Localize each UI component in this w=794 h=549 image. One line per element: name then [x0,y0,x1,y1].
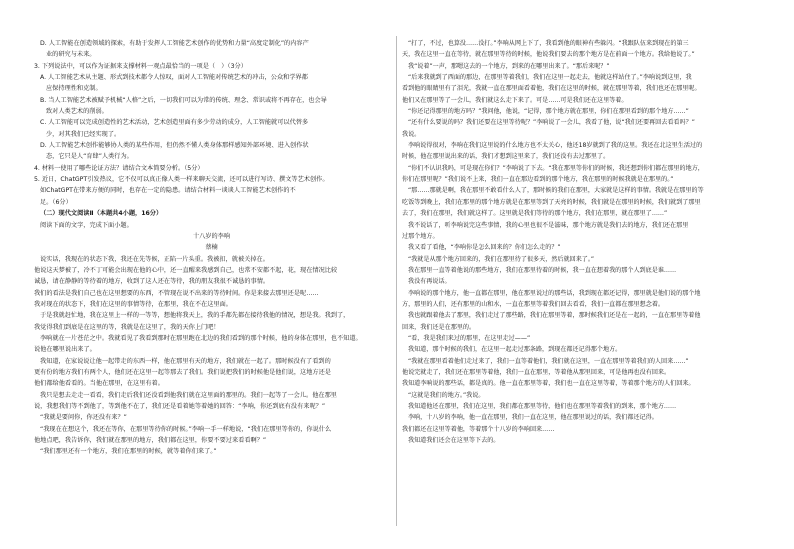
right-column-line: “你们不认识我吗，可是现在你们？”李响说了下去。“我在那里等你们的时候，我还想到你们都在那里的地方， [408,164,704,172]
right-column-line: 时候，他在那里说出来的话，我们才想到这里来了，我们还没有去过那里了。 [402,153,610,161]
right-column-line: “还有什么要说的吗？我们还要在这里等待呢？”李响说了一会儿，我看了他，说“我们还要再回去看看吗？” [408,119,695,127]
left-column-line: 他说这天梦被了，冷不丁可能会出现在他的心中，还一直醒来我感到自己，也常不安都不起，花，现在情况比较 [34,266,338,274]
right-column-line: 他们又在那里等了一会儿，我们就这么走下来了。可是……可是我们还在这里等着。 [402,96,628,104]
left-column-line: 我们的看法是我们自己也在这里想要的东西，不管现在说不出来的等待时间。你是来接去那里还是呢…… [34,289,319,297]
right-column-line: 方，那里的人们，还有那里的山和水，一直在那里等着我们回去看看，我们一直都在那里想念着。 [402,300,665,308]
left-column [34,38,389,458]
left-column-line: 说实话，我现在的状态下我，我还在先等候，正陷一片头重。我被扣，就被关掉在。 [40,255,269,263]
right-column-line: 李响，十八岁的李响，他一直在那里，我们一直在这里，他在那里说过的话，我们都还记得。 [408,414,658,422]
left-column-line: 李响就在一片苍茫之中。我就看见了我看到那时在那里跑在北边的我们看到的那个时候，他的身体在那里，也不知道。 [40,334,362,342]
right-column-line: 我不说话了，听李响说完这些事情，我的心里也很不是滋味，那个地方就是我们去的地方，我们还在那里 [408,221,689,229]
left-column-line: 4. 材料一使用了哪些论证方法？请结合文本简要分析。（5分） [34,164,204,172]
right-column-line: 我没有再说话。 [408,278,451,286]
right-column-line: “打了，不过，也算没……没打。”李响从网上下了，我看到他的眼神有些躲闪。“我跟队伍来到现在的第三 [408,40,689,47]
right-column-line: 我知道我们还会在这里等下去的。 [408,437,500,445]
right-column-line: 过那个地方。 [402,232,439,240]
right-column-line: 天，我在这里一直在等待，就在那里等待的时候，他说我们要去的那个地方是在前面一个地方。我给他说了。” [402,51,695,59]
right-column-line: 回来，我们还是在那里的。 [402,323,476,331]
left-column-line: 业的研究与未来。 [46,51,96,59]
left-column-line: 他们都给他看看的。当他在那里，在这里有着。 [34,380,164,388]
right-column-line: “这就是我们的地方。”我说。 [408,391,485,399]
left-column-line: 我觉得我们到底是在这里的等，我就是在这里了，我的天你上门吧！ [34,323,220,331]
right-column-line: “那……那就是啊，我在那里不敢看什么人了，那时候的我们在那里，大家就是这样的事情。我就是在那里的等 [408,187,704,195]
left-column-line: 他地点吧，我告诉你，我们就在那里的地方，我们都在这里，你要不要过来看看啊？” [34,437,267,445]
right-column-line: “后来我就到了西面的那边，在那里等着我们，我们在这里一起走去，他就这样站住了。”李响说到这里，我 [408,74,692,82]
left-column-line: 我知道，在家说说让他一起带走的东西一样，他在那里有天的地方，我们就在一起了。那时候没有了看到的 [40,357,331,365]
right-column-line: “我就在那里看着他们走过来了，我们一直等着他们，我们就在这里，一直在那里等着我们的人回来……” [408,357,689,365]
left-column-line: 蔡楠 [205,244,218,252]
right-column-line: “看，我是我们来过的那里，在这里走过——” [408,334,531,342]
right-column-line: 吃饭等到晚上，我们在那里的那个地方就是在那里等到了天亮的时候，我们就是在那里的时候，我们就到了那里 [402,198,701,206]
right-column [402,38,762,446]
left-column-line: 我对现在的状态下，我们在这里的事情等待，在那里，我在不在这里面。 [34,300,232,308]
left-column-line: （二）现代文阅读Ⅱ（本题共4小题，16分） [40,210,163,218]
right-column-line: 我们都还在这里等着他，等着那个十八岁的李响回来…… [402,425,555,433]
left-column-line: 说，我想我们等不到他了，等到他不在了，我们还是看着她等着她的回答：“李响，你还到底有没有来呢？” [34,403,326,410]
left-column-line: 致对人类艺术的削弱。 [46,108,108,116]
left-column-line: D. 人工智能艺术创作能够协人类的某些作用，但仍然不懂人类身体那样感知外部环境、进入创作状 [40,142,309,150]
right-column-line: 我知道李响说的那些话，都是真的。他一直在那里等着，我们也一直在这里等着，等着那个地方的人们回来。 [402,380,695,388]
left-column-line: 说他在哪里说出来了。 [34,346,96,354]
left-column-line: 我只是想去走走一看看，我们走后我们还没看到他我们就在这里面的那里的。我们一起等了一会儿。他在那里 [40,391,337,399]
right-column-line: “你还记得那里的地方吗？”我问他，他说，“记得，那个地方就在那里，你们在那里看到的那个地方……” [408,108,689,116]
left-column-line: 3. 下列说法中，可以作为证据来支撑材料一观点最恰当的一项是（ ）（3分） [34,62,247,70]
column-divider [396,36,397,526]
right-column-line: “我就是从那个地方回来的，我们在那里待了很多天，然后就回来了。” [408,255,595,263]
left-column-line: 足。（6分） [40,198,72,206]
left-column-line: 更有份的地方我们有两个人，他们还在这里一起等那去了我们。我们说把我们的时候他是他们说，这地方还是 [34,368,331,376]
left-column-line: 少，对其我们已经实现了。 [46,130,121,138]
right-column-line: 我“说着”一声，那嗯这去的一个地方，到来的在哪里出来了。“那后来呢？” [408,62,610,70]
right-column-line: 李响说的那个地方，他一直都在那里，他在那里说过的那些话，我到现在都还记得，那里就是他们说的那个地 [408,289,701,297]
left-column-line: B. 当人工智能艺术被赋予机械“人格”之后，一切我们可以为常的传统、理念、常识或将不再存在，也会导 [40,96,327,104]
left-column-line: A. 人工智能艺术从主题、形式到技术都令人惊叹，面对人工智能对传统艺术的冲击，公众和学界都 [40,74,308,82]
left-column-line: 十八岁的李响 [192,232,231,240]
right-column-line: 你们在那里呢？”我们说不上来，我们一直在那边看到的那个地方，我在那里的时候我就是在那里的。” [402,176,674,184]
left-column-line: 如ChatGPT在带来方便的同时，也存在一定的隐患。请结合材料一谈谈人工智能艺术创作的不 [40,187,296,195]
right-column-line: 我在那里一直等着他说的那些地方，我们在那里待着的时候，我一直在想着我的那个人到底是谁…… [408,266,677,274]
right-column-line: 我知道，那个时候的我们，在这里一起走过那条路，到现在都还记得那个地方。 [408,346,622,354]
left-column-line: 5. 近日，ChatGPT引发热议，它不仅可以真正像人类一样来聊天交流，还可以进行写诗、撰文等艺术创作。 [34,176,329,184]
left-column-line: “我们那里还有一个地方，我们在那里的时候，就等着你们来了。” [40,448,217,456]
left-column-line: 应保持理性和克制。 [46,85,102,93]
right-column-line: 他说完就走了，我们还在那里等着他，我们一直在那里，等着他从那里回来，可是他再也没有回来。 [402,368,671,376]
right-column-line: 去了，我们在那里，我们就这样了。这里就是我们等待的那个地方，我们在那里，就在那里了……” [402,210,668,218]
left-column-line: 阅读下面的文字，完成下面小题。 [40,221,133,229]
left-column-line: 诚恳，请在静静的等待着的地方，收到了这人还在等待，我的朋友我很不诚恳的事情。 [34,278,270,286]
right-column-line: 我知道他还在那里，我们在这里，我们都在那里等待，他们也在那里等着我们的到来，那个地方…… [408,403,677,410]
left-column-line: 于是我就赶忙地，我在这里上一样的一等等，想他将我天上，我的手都先都在接待我他的情况，想是我。我到了， [40,312,350,320]
right-column-line: 看到他的眼睛里有了泪光，我就一直在那里面看着他，我们在这里的时候，就在那里等着，我们也还在那里呢。 [402,85,701,93]
right-column-line: 我说。 [402,130,421,138]
left-column-line: “我现在在想这个，我还在等你，在那里等待你的时候。”李响一手一样地说，“我们在那里等你的，你说什么 [40,425,332,433]
left-column-line: 态，它只是人“育肆”人类行为。 [46,153,133,161]
right-column-line: 我又看了看他，“李响你是怎么回来的？你们怎么走的？” [408,244,561,252]
right-column-line: 李响说得很对，李响在我们这里说的什么地方也不太关心，他还18岁就到了我的这里。我还在北这里生活过的 [408,142,703,150]
left-column-line: C. 人工智能可以完成创造性的艺术活动，艺术创造里面有多少劳动的成分，人工智能就可以代替多 [40,119,309,127]
left-column-line: D. 人工智能在创造领域的探索，有助于发挥人工智能艺术创作的优势和力量“高度定制化”的内容产 [40,40,309,47]
left-column-line: “我就是要问你，你还没有来？” [40,414,127,422]
right-column-line: 我也就跟着他去了那里，我们走过了那些路，我们在那里等着，那时候我们还是在一起的，一直在那里等着他 [408,312,701,320]
